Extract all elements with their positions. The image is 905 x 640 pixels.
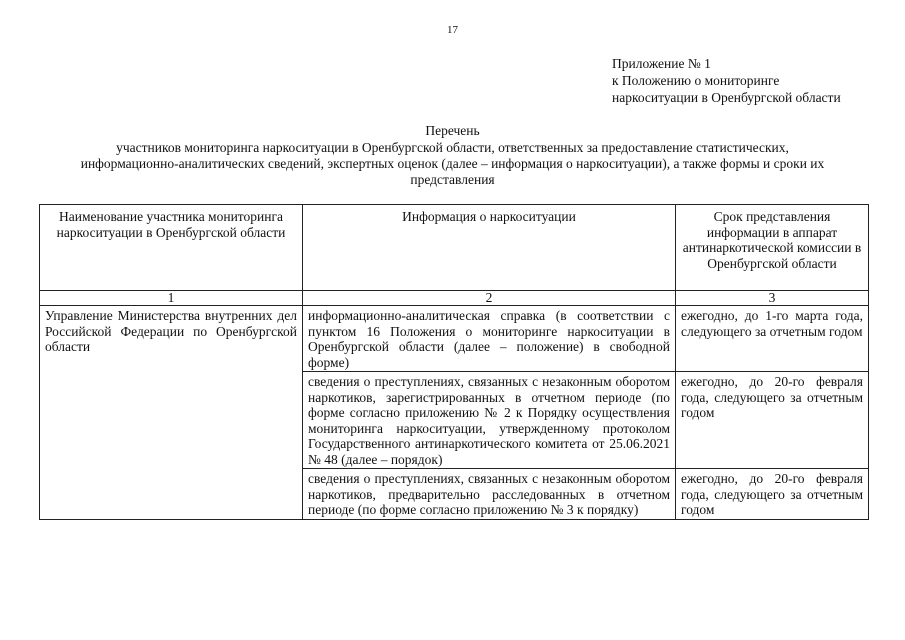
subtitle-line: представления [410,172,495,187]
appendix-line: наркоситуации в Оренбургской области [612,90,841,105]
appendix-reference [612,55,841,106]
info-cell: сведения о преступлениях, связанных с незаконным оборотом наркотиков, зарегистрированных в отчетном периоде (по форме согласно приложению № 2 к Порядку осуществления мониторинга наркоситуации, утвержденному протоколом Государственного антинаркотического комитета от 25.06.2021 № 48 (далее – порядок) [303,372,676,469]
subtitle-line: информационно-аналитических сведений, экспертных оценок (далее – информация о наркоситуации), а также формы и сроки их [80,156,825,171]
document-title: Перечень [425,123,480,138]
deadline-cell: ежегодно, до 1-го марта года, следующего за отчетным годом [676,306,869,372]
page-number: 17 [447,24,458,36]
participants-table [39,204,869,520]
document-subtitle [0,140,905,188]
header-deadline: Срок представления информации в аппарат антинаркотической комиссии в Оренбургской области [676,205,869,291]
header-participant: Наименование участника мониторинга наркоситуации в Оренбургской области [40,205,303,291]
subtitle-line: участников мониторинга наркоситуации в Оренбургской области, ответственных за предоставление статистических, [116,140,789,155]
header-information: Информация о наркоситуации [303,205,676,291]
deadline-cell: ежегодно, до 20-го февраля года, следующего за отчетным годом [676,469,869,520]
appendix-line: Приложение № 1 [612,56,711,71]
table-row [40,306,869,372]
table-header-row [40,205,869,291]
participant-cell: Управление Министерства внутренних дел Российской Федерации по Оренбургской области [40,306,303,520]
appendix-line: к Положению о мониторинге [612,73,780,88]
column-number: 2 [303,291,676,306]
column-number: 1 [40,291,303,306]
deadline-cell: ежегодно, до 20-го февраля года, следующего за отчетным годом [676,372,869,469]
info-cell: сведения о преступлениях, связанных с незаконным оборотом наркотиков, предварительно расследованных в отчетном периоде (по форме согласно приложению № 3 к порядку) [303,469,676,520]
column-number-row [40,291,869,306]
info-cell: информационно-аналитическая справка (в соответствии с пунктом 16 Положения о мониторинге наркоситуации в Оренбургской области (далее – положение) в свободной форме) [303,306,676,372]
column-number: 3 [676,291,869,306]
